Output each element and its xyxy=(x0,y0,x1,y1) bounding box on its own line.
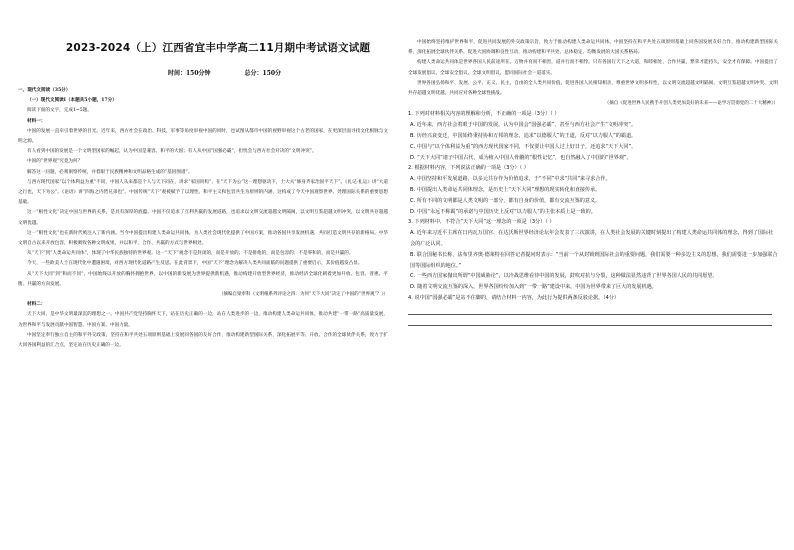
material-one-paragraph: 解答这一问题，必须洞察传统，并着眼于民族精神和文明品格生成的“基因图谱”。 xyxy=(27,169,193,175)
subsection-heading: （一）现代文阅读Ⅰ（本题共5小题，17分） xyxy=(27,98,117,104)
exam-time: 时间：150分钟 xyxy=(168,70,211,77)
material-one-paragraph: 这一“根性文化”决定中国与世界的关系，是具有深厚的底蕴。中国不仅追求了互利共赢的发展道路，也追求以文明交流超越文明隔阂，以文明互鉴超越文明冲突，以文明共存超越文明优越。 xyxy=(18,210,388,226)
answer-option: D. 随着文明交流互鉴的深入，世界各国纷纷加入到“一带一路”建设中来，中国为世界带来了巨大的发展机遇。 xyxy=(410,284,657,291)
answer-line[interactable] xyxy=(408,304,772,315)
material-two-paragraph: 构建人类命运共同体是世界各国人民前途所在。万物并育而不相害，道并行而不相悖。只有各国行天下之大道，和睦相处、合作共赢，繁荣才能持久，安全才有保障。中国提出了全球发展倡议、全球安全倡议、全球文明倡议，愿同国际社会一道落实。 xyxy=(408,60,778,76)
material-two-paragraph: 中国坚定奉行独立自主的和平外交政策，坚持在和平共处五项原则基础上发展同各国的友好合作，推动构建新型国际关系，深化拓展平等、开放、合作的全球伙伴关系，致力于扩大同各国利益的汇合点，坚定站在历史正确的一边。 xyxy=(18,332,388,349)
left-text-block xyxy=(18,86,388,351)
answer-option: B. 联合国秘书长称，法布里齐奥·德莱特在回答记者提问时表示：“当前一个从封锁到国际社会的重要问题，我们需要一种多边主义的思想，我们需要进一步加强联合国等国际组织的地位。” xyxy=(410,251,778,269)
material-one-paragraph: 这一“根性文化”也在新时代被注入了新内涵。当今中国提出构建人类命运共同体，为人类社会现代化提供了中国方案，推动各国共享发展机遇，共同打造文明共存的新格局。中华文明自古以来开放包容，积极吸收各种文明成果，并以和平、合作、共赢的方式与世界相处。 xyxy=(18,230,388,247)
answer-option: C. 一些西方国家抛出所谓“中国威胁论”，以冷战思维看待中国的发展，鼓吹对抗与分裂，这种做法显然违背了世界各国人民的共同愿望。 xyxy=(410,273,718,280)
question-stem: 2. 根据材料内容，下列说法正确的一项是（3分）（ ） xyxy=(408,165,529,172)
material-one-paragraph: 中国的“世界观”究竟为何？ xyxy=(27,159,83,165)
question-item xyxy=(408,109,778,163)
answer-option: B. 历经兴衰变迁，中国始终秉持协和万邦的理念，追求“以德服人”的王道，反对“以力服人”的霸道。 xyxy=(410,133,637,140)
material-two-paragraph: 世界各国弘扬和平、发展、公平、正义、民主、自由的全人类共同价值，促进各国人民相知相亲，尊重世界文明多样性，以文明交流超越文明隔阂、文明互鉴超越文明冲突、文明共存超越文明优越，共同应对各种全球性挑战。 xyxy=(408,80,778,97)
exam-score: 总分：150分 xyxy=(244,70,282,77)
answer-option: C. 所有不同的文明都是人类文明的一部分，都有自身的价值，都有交流互鉴的意义。 xyxy=(410,197,601,204)
material-one xyxy=(18,127,388,290)
exam-title: 2023-2024（上）江西省宜丰中学高二11月期中考试语文试题 xyxy=(65,42,371,54)
reading-instruction: 阅读下面的文字，完成1~5题。 xyxy=(27,108,92,114)
material-two-label: 材料二： xyxy=(27,302,46,308)
answer-option: B. 中国提出人类命运共同体理念，是历史上“天下大同”理想的现实转化和直接传承。 xyxy=(410,187,601,193)
material-one-label: 材料一： xyxy=(27,118,46,124)
material-one-paragraph: 与西方现代国家“以个体利益为重”不同，中国人从来都是个人与天下同在，讲求“家国同构”，在“天下为公”这一理想驱动下，士大夫“修身齐家治国平天下”。《礼记·礼运》讲“大道之行也，天下为公”。《论语》讲“四海之内皆兄弟也”。中国传统“天下”观被赋予了以理性、和平主义和包容共生为原则的内涵，这构成了今天中国观察世界、处理国际关系的重要思想基础。 xyxy=(18,179,388,206)
material-one-paragraph: 有人看到中国的发展是一个文明型国家的崛起，认为中国是兼容、和平的大国；有人从中国“国强必霸”，担忧会与西方社会对决的“文明冲突”。 xyxy=(27,149,317,155)
answer-option: A. 中国坚持和平发展道路，以多元共存作为价值追求，于“不同”中求“共同”来寻求合作。 xyxy=(410,176,611,183)
answer-option: A. 近年来，西方社会着眼于中国的发展，认为中国会“国强必霸”，甚至与西方社会产生“文明冲突”。 xyxy=(410,122,637,129)
question-item xyxy=(408,217,778,293)
question-item xyxy=(408,293,778,304)
answer-option: A. 近年来习近平主席在日内瓦万国宫、在达沃斯世界经济论坛年会发表了三次演讲，在人类社会发展的关键时刻提出了构建人类命运共同体的理念，得到了国际社会的广泛认同。 xyxy=(410,230,774,247)
material-one-paragraph: 从“天下大同”到“和而不同”，中国始终以开放的胸怀拥抱世界，以中国的新发展为世界提供新机遇，推动构建开放型世界经济，推动经济全球化朝着更加开放、包容、普惠、平衡、共赢的方向发展。 xyxy=(18,271,388,287)
exam-meta xyxy=(168,68,281,77)
material-two xyxy=(18,310,388,351)
question-stem: 3. 下列材料中，不符合“天下大同”这一理念的一项是（3分）（ ） xyxy=(408,219,555,226)
question-stem: 1. 下列对材料相关内容的理解和分析，不正确的一项是（3分）（ ） xyxy=(408,111,560,118)
answer-option: D. “天下大同”诸子中国古代，成为植入中国人骨髓的“根性记忆”，也自然融入了中国的“世界观”。 xyxy=(410,154,632,161)
question-stem: 4. 说中国“国强必霸”是站不住脚的，请结合材料一内容，为此行为提供两条反驳论据。（4分） xyxy=(408,294,620,301)
material-two-source: （摘自《促进世界人民携手开创人类更加美好的未来——论学习贯彻党的二十大精神》） xyxy=(604,101,778,107)
right-text-block xyxy=(408,38,778,326)
material-two-paragraph: 天下大同，是中华文明最深沉的理想之一。中国共产党坚持胸怀天下，站在历史正确的一边，站在人类进步的一边，推动构建人类命运共同体，推动共建“一带一路”高质量发展，为世界和平与发展贡献中国智慧、中国方案、中国力量。 xyxy=(18,312,388,328)
question-item xyxy=(408,163,778,217)
material-one-paragraph: 从“天下”到“人类命运共同体”，体现了中华民族独特的世界观。这一“天下”观念不是封闭的，而是开放的；不是排他的，而是包容的；不是零和的，而是共赢的。 xyxy=(27,251,354,257)
material-one-paragraph: 中国的发展一直牵引着世界的目光。近年来，西方社会在政治、科技、军事等角度审视中国的同时，也试图从都市中国的视野审视这个古老的国家，在更深层面寻找文化根脉与文明之源。 xyxy=(18,128,388,145)
material-two-paragraph: 中国始终坚持维护世界和平、促进共同发展的外交政策宗旨，致力于推动构建人类命运共同体。中国坚持在和平共处五项原则基础上同各国发展友好合作，推动构建新型国际关系，深化拓展全球伙伴关系，促进大国协调和良性互动，推动构建和平共处、总体稳定、均衡发展的大国关系格局。 xyxy=(408,40,778,56)
material-one-source: （摘编自梁奉科《文明根系列评论之四：为何“天下大同”决定了中国的“世界观”？》） xyxy=(219,292,388,298)
answer-line[interactable] xyxy=(408,315,772,326)
answer-option: D. 中国“永远不称霸”的承诺与中国历史上反对“以力服人”的主张本质上是一致的。 xyxy=(410,208,596,215)
material-two-continued xyxy=(408,38,778,99)
material-one-paragraph: 今天，一些欧美人士在现代化中遭遇困境，对西方现代化道路产生反思。在此背景下，中国“天下”理念为解决人类共同面临的问题提供了重要启示，其价值越发凸显。 xyxy=(27,261,363,267)
answer-option: C. 中国与“以个体利益为重”的西方现代国家不同，不仅要让中国人过上好日子，还追求“天下大同”。 xyxy=(410,143,637,150)
question-list xyxy=(408,109,778,303)
section-heading: 一、现代文阅读（35分） xyxy=(18,88,71,93)
